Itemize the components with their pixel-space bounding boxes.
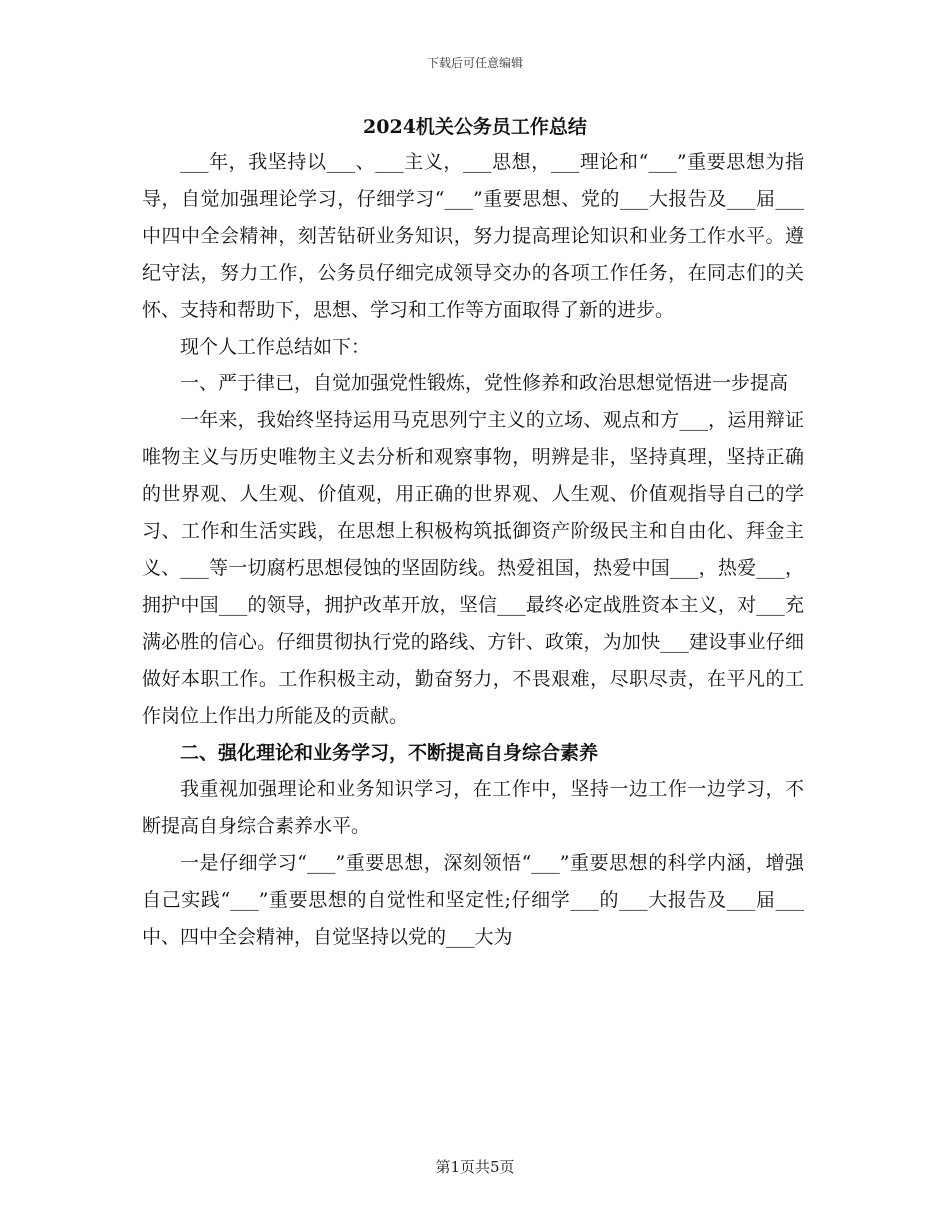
paragraph-intro: ___年，我坚持以___、___主义，___思想，___理论和“___”重要思想为指导，自觉加强理论学习，仔细学习“___”重要思想、党的___大报告及___届___中四中全会精神，刻苦钻研业务知识，努力提高理论知识和业务工作水平。遵纪守法，努力工作，公务员仔细完成领导交办的各项工作任务，在同志们的关怀、支持和帮助下，思想、学习和工作等方面取得了新的进步。 (142, 151, 804, 321)
page-header-note: 下载后可任意编辑 (426, 56, 523, 70)
paragraph-section-2-point-1: 一是仔细学习“___”重要思想，深刻领悟“___”重要思想的科学内涵，增强自己实践“___”重要思想的自觉性和坚定性;仔细学___的___大报告及___届___中、四中全会精神，自觉坚持以党的___大为 (142, 852, 804, 949)
document-body (142, 144, 804, 956)
paragraph-summary-lead: 现个人工作总结如下： (180, 335, 371, 358)
document-title: 2024机关公务员工作总结 (363, 116, 587, 138)
paragraph-section-2-intro: 我重视加强理论和业务知识学习，在工作中，坚持一边工作一边学习，不断提高自身综合素养水平。 (142, 778, 804, 838)
section-heading-1: 一、严于律已，自觉加强党性锻炼，党性修养和政治思想觉悟进一步提高 (180, 372, 789, 395)
section-heading-2: 二、强化理论和业务学习，不断提高自身综合素养 (180, 741, 599, 764)
page-number-footer: 第1页共5页 (435, 1158, 515, 1176)
paragraph-section-1-body: 一年来，我始终坚持运用马克思列宁主义的立场、观点和方___，运用辩证唯物主义与历史唯物主义去分析和观察事物，明辨是非，坚持真理，坚持正确的世界观、人生观、价值观，用正确的世界观、人生观、价值观指导自己的学习、工作和生活实践，在思想上积极构筑抵御资产阶级民主和自由化、拜金主义、___等一切腐朽思想侵蚀的坚固防线。热爱祖国，热爱中国___，热爱___，拥护中国___的领导，拥护改革开放，坚信___最终必定战胜资本主义，对___充满必胜的信心。仔细贯彻执行党的路线、方针、政策，为加快___建设事业仔细做好本职工作。工作积极主动，勤奋努力，不畏艰难，尽职尽责，在平凡的工作岗位上作出力所能及的贡献。 (142, 409, 804, 727)
